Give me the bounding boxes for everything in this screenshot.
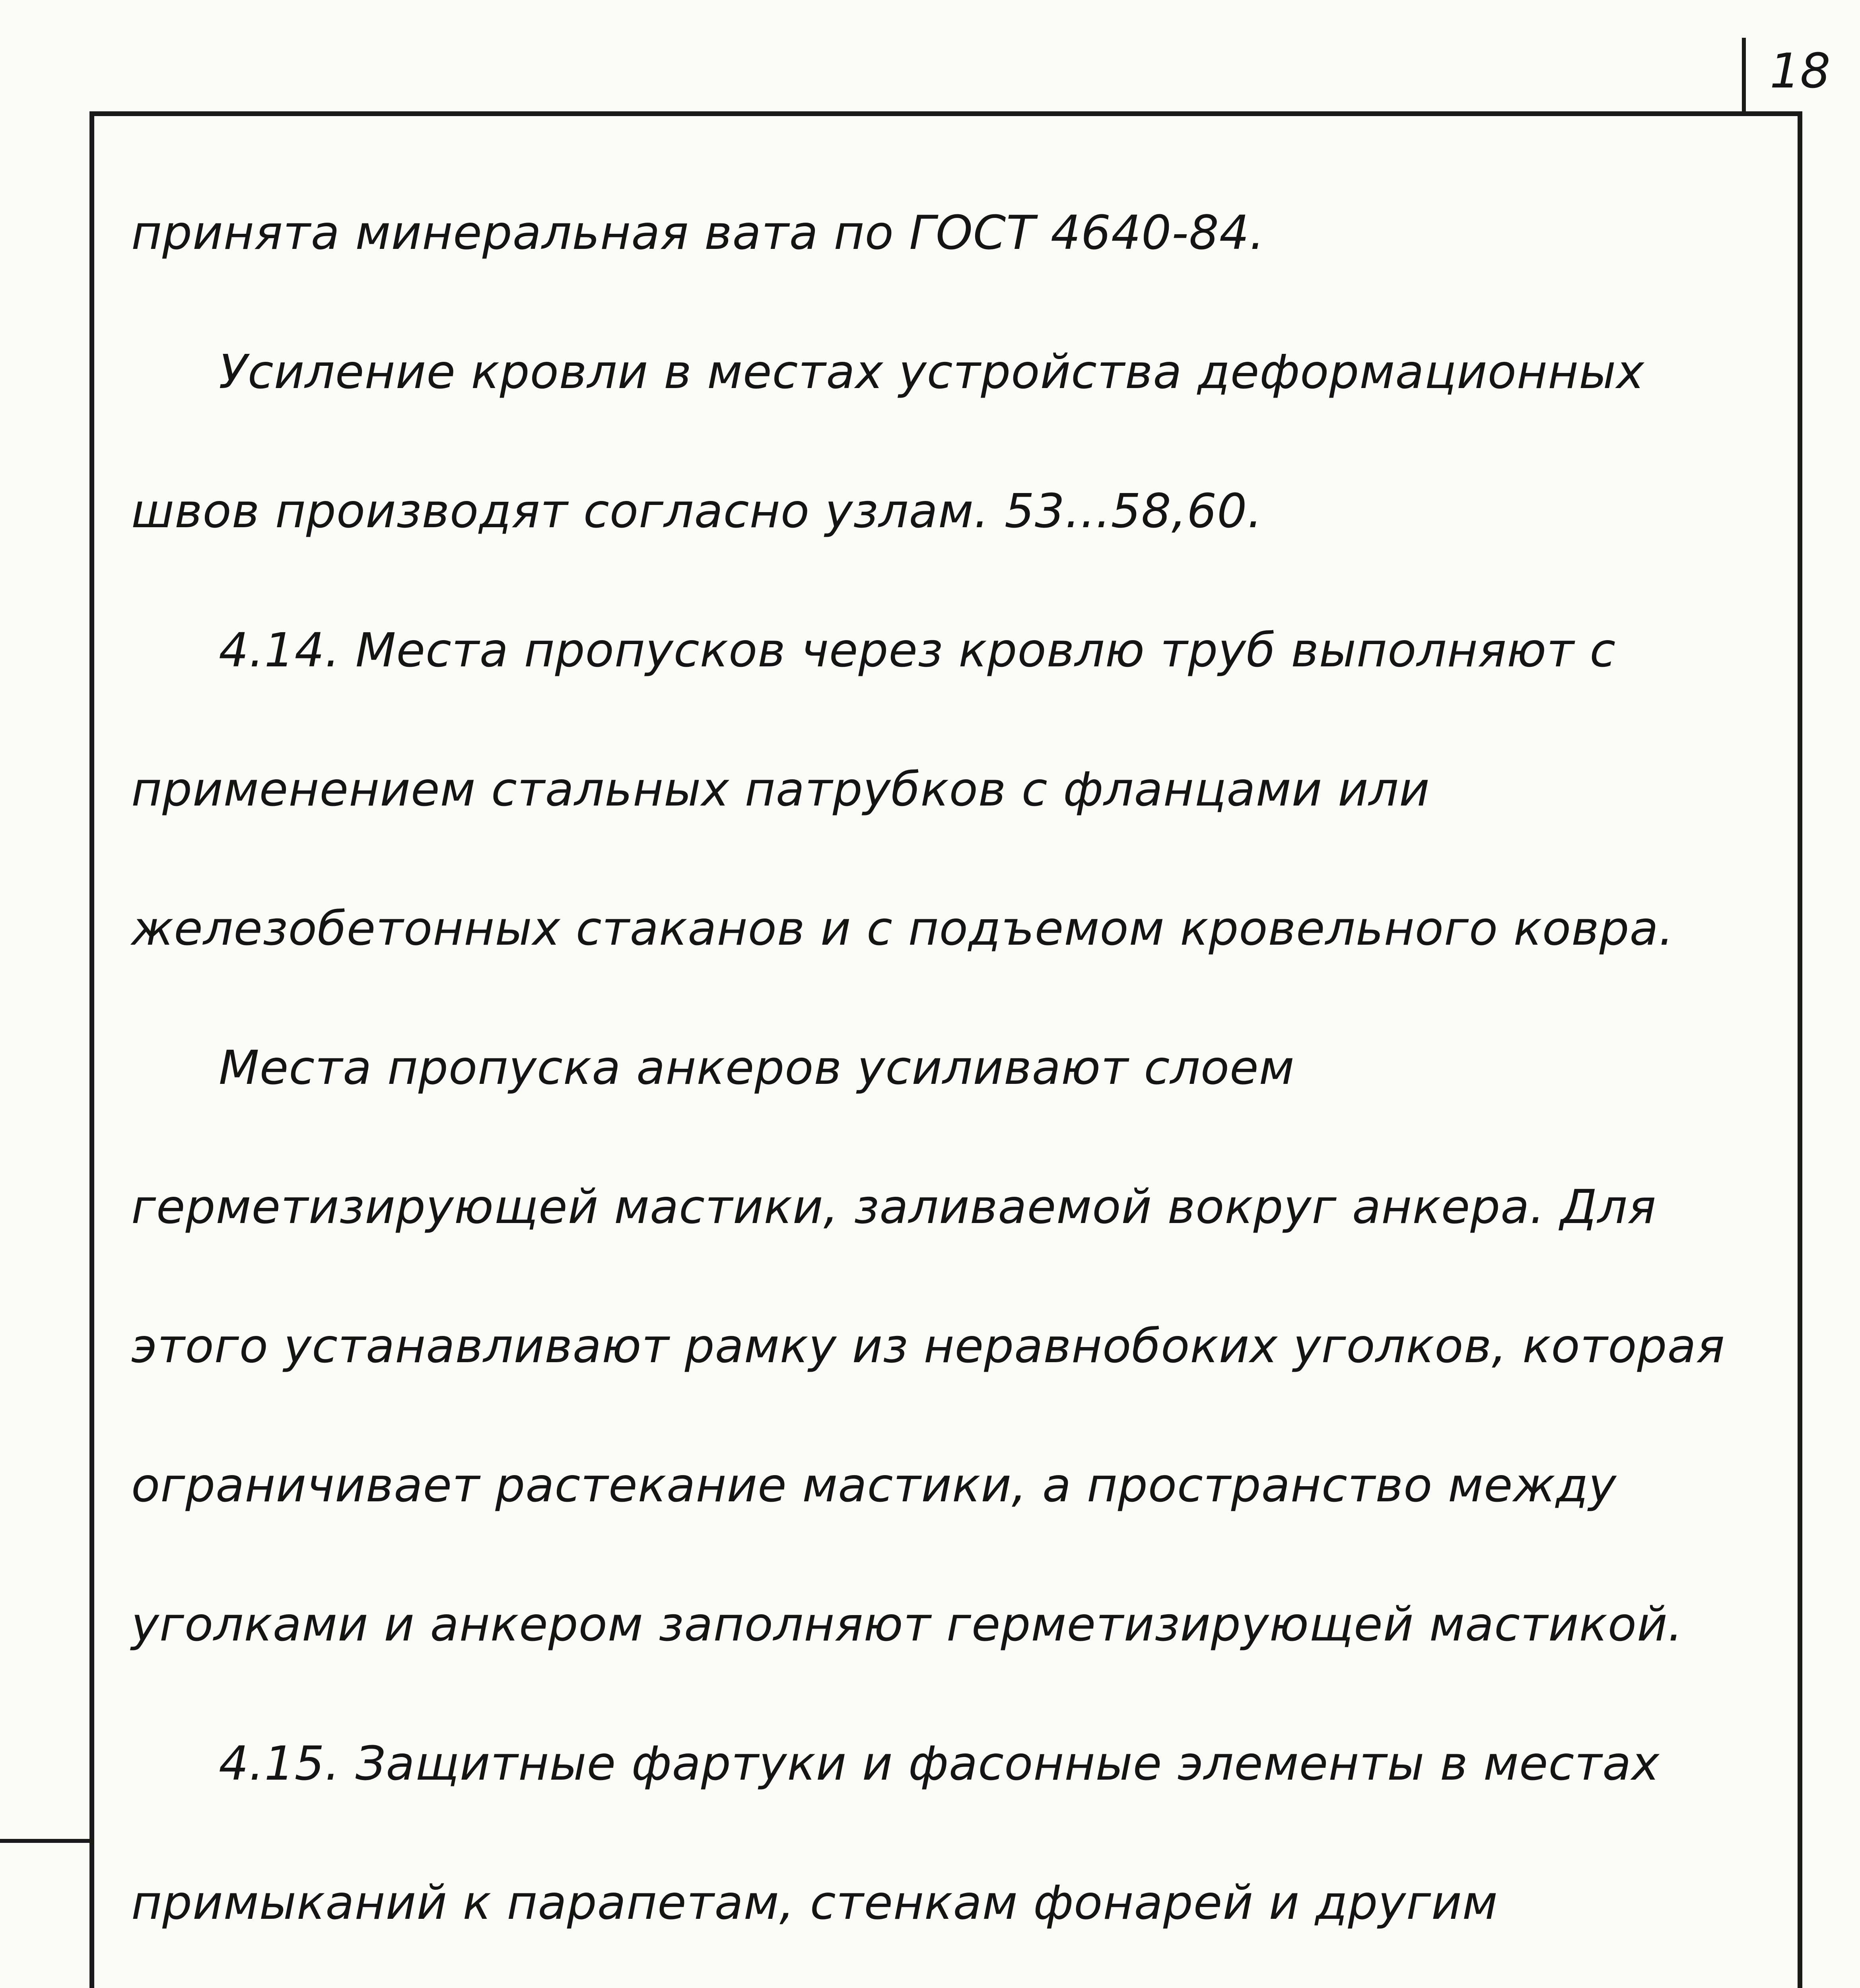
corner-tick [1742, 38, 1746, 111]
paragraph: Места пропуска анкеров усиливают слоем герметизирующей мастики, заливаемой вокруг анкера. Для этого устанавливают рамку из неравнобоких уголков, которая ограничивает растекание мастики, а пространство между уголками и анкером заполняют герметизирующей мастикой. [131, 1040, 1725, 1652]
paragraph: принята минеральная вата по ГОСТ 4640-84. [131, 205, 1265, 260]
paragraph: Усиление кровли в местах устройства деформационных швов производят согласно узлам. 53...58,60. [131, 344, 1645, 538]
corner-page-number: 18 [1770, 44, 1831, 99]
margin-tick [0, 1839, 89, 1843]
paragraph: 4.15. Защитные фартуки и фасонные элементы в местах примыканий к парапетам, стенкам фонарей и другим [131, 1736, 1660, 1930]
body-text [131, 163, 1762, 1988]
paragraph: 4.14. Места пропусков через кровлю труб выполняют с применением стальных патрубков с фланцами или железобетонных стаканов и с подъемом кровельного ковра. [131, 623, 1674, 956]
